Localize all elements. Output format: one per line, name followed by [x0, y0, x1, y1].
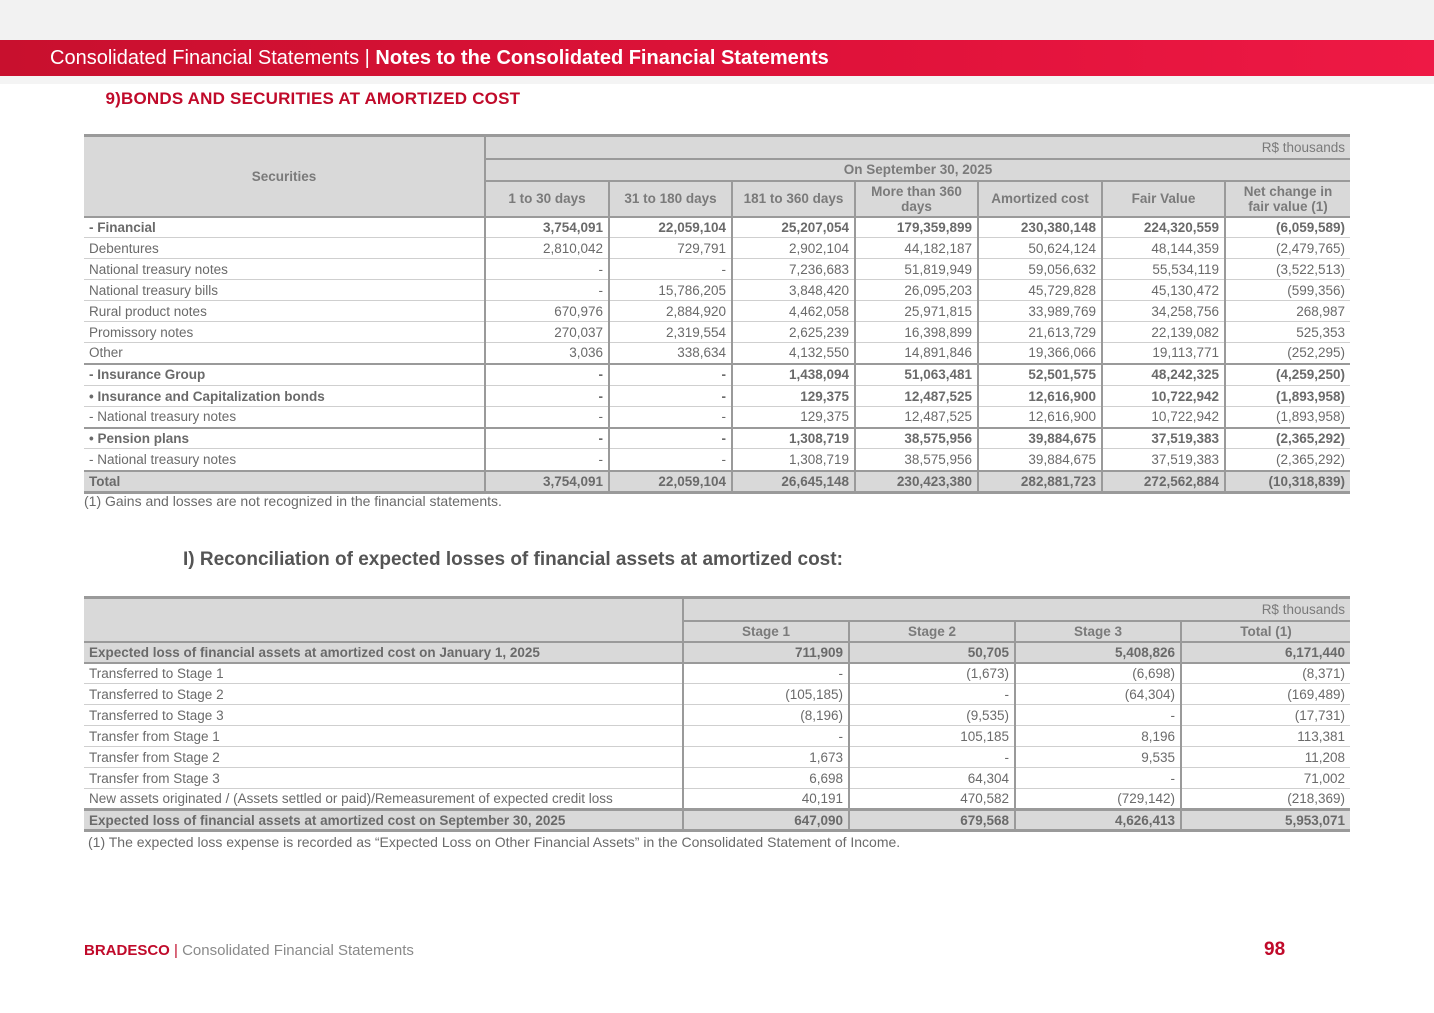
row-label: Transferred to Stage 1	[84, 663, 683, 684]
cell-value: -	[1015, 768, 1181, 789]
table-row	[84, 726, 1350, 747]
cell-value: -	[609, 386, 732, 407]
cell-value: 22,059,104	[609, 471, 732, 493]
cell-value: 338,634	[609, 343, 732, 364]
cell-value: 19,113,771	[1102, 343, 1225, 364]
page-number: 98	[1264, 939, 1286, 960]
row-label: Other	[84, 343, 485, 364]
reconciliation-table-body	[84, 642, 1350, 831]
table-row	[84, 789, 1350, 810]
col-header: Amortized cost	[978, 181, 1102, 217]
cell-value: 33,989,769	[978, 301, 1102, 322]
row-label: Transfer from Stage 1	[84, 726, 683, 747]
header-underband	[0, 76, 1434, 84]
row-label: National treasury bills	[84, 280, 485, 301]
top-band	[0, 0, 1434, 40]
cell-value: 50,705	[849, 642, 1015, 663]
securities-header: Securities	[84, 136, 485, 217]
footer-text: Consolidated Financial Statements	[182, 942, 414, 959]
header-subsection: Notes to the Consolidated Financial Statements	[375, 47, 829, 69]
cell-value: (3,522,513)	[1225, 259, 1350, 280]
cell-value: 4,132,550	[732, 343, 855, 364]
cell-value: 729,791	[609, 238, 732, 259]
cell-value: -	[683, 726, 849, 747]
cell-value: (169,489)	[1181, 684, 1350, 705]
row-label: • Pension plans	[84, 428, 485, 449]
cell-value: (2,479,765)	[1225, 238, 1350, 259]
cell-value: -	[485, 259, 609, 280]
cell-value: (17,731)	[1181, 705, 1350, 726]
note-title	[84, 89, 520, 109]
cell-value: -	[485, 428, 609, 449]
cell-value: 7,236,683	[732, 259, 855, 280]
table-row	[84, 386, 1350, 407]
cell-value: 1,438,094	[732, 364, 855, 386]
cell-value: -	[609, 364, 732, 386]
cell-value: 5,408,826	[1015, 642, 1181, 663]
cell-value: 14,891,846	[855, 343, 978, 364]
col-header: 31 to 180 days	[609, 181, 732, 217]
cell-value: (8,371)	[1181, 663, 1350, 684]
cell-value: -	[683, 663, 849, 684]
reconciliation-table	[84, 596, 1350, 832]
cell-value: (10,318,839)	[1225, 471, 1350, 493]
cell-value: (218,369)	[1181, 789, 1350, 810]
cell-value: (4,259,250)	[1225, 364, 1350, 386]
cell-value: 105,185	[849, 726, 1015, 747]
note-title-text: BONDS AND SECURITIES AT AMORTIZED COST	[121, 89, 521, 108]
header-section: Consolidated Financial Statements	[50, 47, 360, 69]
table1-footnote: (1) Gains and losses are not recognized in the financial statements.	[84, 493, 502, 509]
reconciliation-corner	[84, 598, 683, 642]
note-number: 9)	[105, 89, 121, 108]
cell-value: 44,182,187	[855, 238, 978, 259]
cell-value: 6,698	[683, 768, 849, 789]
cell-value: 25,207,054	[732, 217, 855, 238]
cell-value: 21,613,729	[978, 322, 1102, 343]
row-label: Expected loss of financial assets at amortized cost on January 1, 2025	[84, 642, 683, 663]
cell-value: -	[849, 747, 1015, 768]
cell-value: (6,698)	[1015, 663, 1181, 684]
table-row	[84, 259, 1350, 280]
table-row	[84, 471, 1350, 493]
cell-value: 39,884,675	[978, 449, 1102, 471]
cell-value: 64,304	[849, 768, 1015, 789]
cell-value: 670,976	[485, 301, 609, 322]
row-label: Transfer from Stage 2	[84, 747, 683, 768]
cell-value: 5,953,071	[1181, 810, 1350, 831]
cell-value: 3,848,420	[732, 280, 855, 301]
cell-value: -	[485, 364, 609, 386]
cell-value: 45,729,828	[978, 280, 1102, 301]
cell-value: 679,568	[849, 810, 1015, 831]
cell-value: -	[609, 428, 732, 449]
footer	[84, 942, 414, 959]
row-label: National treasury notes	[84, 259, 485, 280]
cell-value: (2,365,292)	[1225, 449, 1350, 471]
col-header: 181 to 360 days	[732, 181, 855, 217]
row-label: - Financial	[84, 217, 485, 238]
cell-value: 55,534,119	[1102, 259, 1225, 280]
cell-value: 45,130,472	[1102, 280, 1225, 301]
table-row	[84, 663, 1350, 684]
col-header: Fair Value	[1102, 181, 1225, 217]
cell-value: 48,144,359	[1102, 238, 1225, 259]
footer-separator: |	[169, 942, 183, 959]
cell-value: 4,462,058	[732, 301, 855, 322]
row-label: Rural product notes	[84, 301, 485, 322]
cell-value: 40,191	[683, 789, 849, 810]
cell-value: (64,304)	[1015, 684, 1181, 705]
table-row	[84, 747, 1350, 768]
cell-value: (105,185)	[683, 684, 849, 705]
cell-value: (1,893,958)	[1225, 386, 1350, 407]
table-row	[84, 280, 1350, 301]
footer-brand: BRADESCO	[84, 942, 170, 959]
cell-value: 6,171,440	[1181, 642, 1350, 663]
cell-value: 268,987	[1225, 301, 1350, 322]
cell-value: 12,616,900	[978, 407, 1102, 428]
cell-value: 647,090	[683, 810, 849, 831]
cell-value: 3,754,091	[485, 217, 609, 238]
cell-value: 12,487,525	[855, 407, 978, 428]
cell-value: 129,375	[732, 386, 855, 407]
table-row	[84, 343, 1350, 364]
cell-value: 51,063,481	[855, 364, 978, 386]
cell-value: 26,095,203	[855, 280, 978, 301]
cell-value: (9,535)	[849, 705, 1015, 726]
cell-value: 230,380,148	[978, 217, 1102, 238]
cell-value: 22,139,082	[1102, 322, 1225, 343]
cell-value: (8,196)	[683, 705, 849, 726]
securities-table	[84, 134, 1350, 494]
cell-value: 37,519,383	[1102, 428, 1225, 449]
cell-value: -	[609, 449, 732, 471]
table-row	[84, 768, 1350, 789]
table-row	[84, 407, 1350, 428]
cell-value: 2,902,104	[732, 238, 855, 259]
cell-value: 39,884,675	[978, 428, 1102, 449]
cell-value: 52,501,575	[978, 364, 1102, 386]
cell-value: (729,142)	[1015, 789, 1181, 810]
cell-value: 9,535	[1015, 747, 1181, 768]
cell-value: 113,381	[1181, 726, 1350, 747]
col-header: Stage 1	[683, 621, 849, 642]
reconciliation-unit: R$ thousands	[683, 598, 1350, 621]
cell-value: 10,722,942	[1102, 407, 1225, 428]
cell-value: -	[609, 259, 732, 280]
col-header: 1 to 30 days	[485, 181, 609, 217]
reconciliation-footnote: (1) The expected loss expense is recorded as “Expected Loss on Other Financial Assets” in the Consolidated Statement of Income.	[88, 834, 901, 850]
row-label: Total	[84, 471, 485, 493]
cell-value: 38,575,956	[855, 449, 978, 471]
cell-value: 38,575,956	[855, 428, 978, 449]
cell-value: (252,295)	[1225, 343, 1350, 364]
cell-value: -	[849, 684, 1015, 705]
row-label: Expected loss of financial assets at amortized cost on September 30, 2025	[84, 810, 683, 831]
cell-value: 10,722,942	[1102, 386, 1225, 407]
col-header: Stage 2	[849, 621, 1015, 642]
cell-value: 37,519,383	[1102, 449, 1225, 471]
cell-value: 230,423,380	[855, 471, 978, 493]
table-row	[84, 301, 1350, 322]
cell-value: 282,881,723	[978, 471, 1102, 493]
cell-value: -	[609, 407, 732, 428]
cell-value: 19,366,066	[978, 343, 1102, 364]
col-header: More than 360 days	[855, 181, 978, 217]
col-header: Total (1)	[1181, 621, 1350, 642]
reconciliation-title: I) Reconciliation of expected losses of financial assets at amortized cost:	[183, 549, 843, 570]
table-row	[84, 642, 1350, 663]
cell-value: 3,754,091	[485, 471, 609, 493]
row-label: Debentures	[84, 238, 485, 259]
cell-value: 711,909	[683, 642, 849, 663]
cell-value: 525,353	[1225, 322, 1350, 343]
cell-value: 25,971,815	[855, 301, 978, 322]
cell-value: -	[485, 449, 609, 471]
cell-value: 224,320,559	[1102, 217, 1225, 238]
cell-value: 8,196	[1015, 726, 1181, 747]
cell-value: 51,819,949	[855, 259, 978, 280]
table-row	[84, 238, 1350, 259]
cell-value: 71,002	[1181, 768, 1350, 789]
table-row	[84, 449, 1350, 471]
cell-value: 2,810,042	[485, 238, 609, 259]
row-label: • Insurance and Capitalization bonds	[84, 386, 485, 407]
cell-value: 12,487,525	[855, 386, 978, 407]
cell-value: 26,645,148	[732, 471, 855, 493]
cell-value: 50,624,124	[978, 238, 1102, 259]
cell-value: -	[485, 407, 609, 428]
cell-value: 470,582	[849, 789, 1015, 810]
row-label: - National treasury notes	[84, 407, 485, 428]
cell-value: 1,308,719	[732, 428, 855, 449]
table-row	[84, 705, 1350, 726]
cell-value: 16,398,899	[855, 322, 978, 343]
col-header: Stage 3	[1015, 621, 1181, 642]
cell-value: 2,884,920	[609, 301, 732, 322]
cell-value: 129,375	[732, 407, 855, 428]
cell-value: -	[485, 280, 609, 301]
cell-value: (6,059,589)	[1225, 217, 1350, 238]
cell-value: (599,356)	[1225, 280, 1350, 301]
cell-value: 11,208	[1181, 747, 1350, 768]
cell-value: 272,562,884	[1102, 471, 1225, 493]
cell-value: (2,365,292)	[1225, 428, 1350, 449]
row-label: Promissory notes	[84, 322, 485, 343]
table-row	[84, 364, 1350, 386]
table-row	[84, 810, 1350, 831]
cell-value: 179,359,899	[855, 217, 978, 238]
cell-value: 48,242,325	[1102, 364, 1225, 386]
row-label: Transfer from Stage 3	[84, 768, 683, 789]
row-label: - Insurance Group	[84, 364, 485, 386]
cell-value: 270,037	[485, 322, 609, 343]
cell-value: 2,319,554	[609, 322, 732, 343]
cell-value: 1,308,719	[732, 449, 855, 471]
cell-value: 15,786,205	[609, 280, 732, 301]
table1-unit: R$ thousands	[485, 136, 1350, 159]
row-label: Transferred to Stage 3	[84, 705, 683, 726]
page-header-banner	[0, 40, 1434, 76]
securities-table-body	[84, 217, 1350, 493]
table1-period: On September 30, 2025	[485, 159, 1350, 181]
cell-value: 34,258,756	[1102, 301, 1225, 322]
cell-value: -	[1015, 705, 1181, 726]
table-row	[84, 217, 1350, 238]
row-label: - National treasury notes	[84, 449, 485, 471]
cell-value: (1,673)	[849, 663, 1015, 684]
row-label: Transferred to Stage 2	[84, 684, 683, 705]
cell-value: 2,625,239	[732, 322, 855, 343]
row-label: New assets originated / (Assets settled or paid)/Remeasurement of expected credit loss	[84, 789, 683, 810]
cell-value: 1,673	[683, 747, 849, 768]
cell-value: -	[485, 386, 609, 407]
cell-value: 3,036	[485, 343, 609, 364]
cell-value: 22,059,104	[609, 217, 732, 238]
col-header: Net change in fair value (1)	[1225, 181, 1350, 217]
table-row	[84, 684, 1350, 705]
cell-value: 4,626,413	[1015, 810, 1181, 831]
cell-value: (1,893,958)	[1225, 407, 1350, 428]
table-row	[84, 322, 1350, 343]
cell-value: 59,056,632	[978, 259, 1102, 280]
cell-value: 12,616,900	[978, 386, 1102, 407]
table-row	[84, 428, 1350, 449]
header-separator: |	[359, 47, 376, 69]
